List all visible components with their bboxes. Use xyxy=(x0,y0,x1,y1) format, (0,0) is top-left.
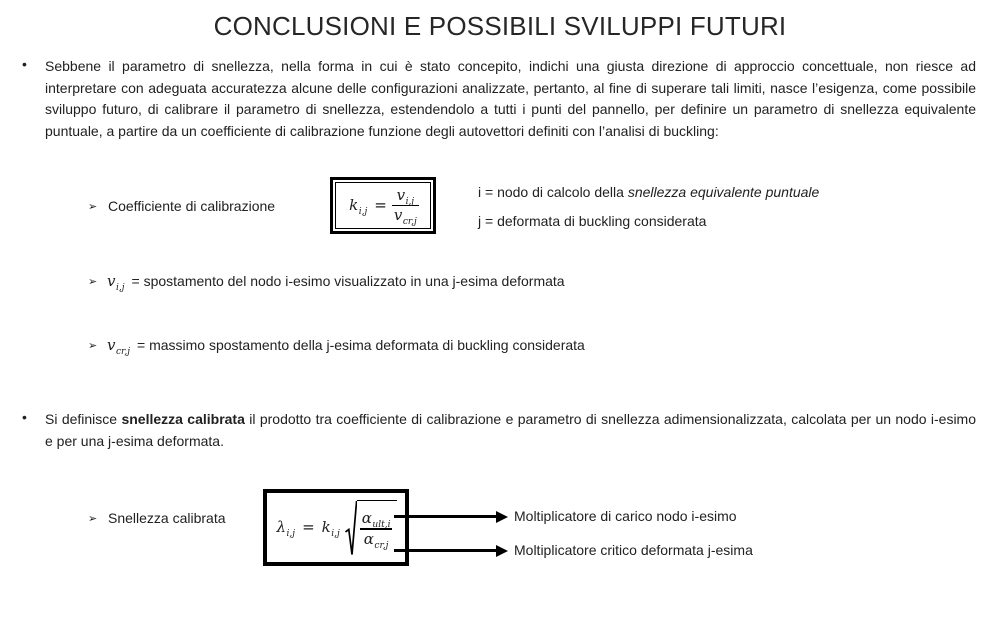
sub-ij: i,j xyxy=(405,196,415,207)
paragraph2-post: il prodotto tra coefficiente di calibrazione e parametro di snellezza adimensionalizzata, calcolata per un nodo i-esimo e per una j-esima deformata. xyxy=(45,411,977,449)
definition-vcr-text: = massimo spostamento della j-esima deformata di buckling considerata xyxy=(137,337,585,353)
formula-lhs xyxy=(347,196,369,217)
var-v: v xyxy=(107,336,116,354)
square-root xyxy=(345,500,398,556)
arrow-head-icon xyxy=(496,511,508,523)
formula-coefficient xyxy=(320,518,342,539)
fraction xyxy=(392,185,419,228)
calibrated-label: Snellezza calibrata xyxy=(108,510,226,526)
fraction-denominator xyxy=(362,529,391,551)
paragraph2-pre: Si definisce xyxy=(45,411,122,427)
var-k: k xyxy=(349,196,359,214)
arrow1-label: Moltiplicatore di carico nodo i-esimo xyxy=(514,508,737,524)
sub-ij: i,j xyxy=(115,283,125,293)
definition-paragraph xyxy=(45,409,976,452)
sub-ij: i,j xyxy=(331,529,340,539)
note-i-italic: snellezza equivalente puntuale xyxy=(627,184,820,200)
var-k: k xyxy=(321,518,331,536)
var-v: v xyxy=(393,206,403,225)
var-lambda: λ xyxy=(276,518,287,536)
arrow-line-2 xyxy=(394,549,497,552)
note-j: j = deformata di buckling considerata xyxy=(478,213,707,229)
arrow-bullet-icon: ➢ xyxy=(88,513,98,525)
equals-sign: = xyxy=(374,196,387,214)
sub-ij: i,j xyxy=(286,529,296,539)
var-alpha: α xyxy=(361,509,372,528)
arrow-bullet-icon: ➢ xyxy=(88,201,98,213)
calibration-formula xyxy=(335,182,431,229)
definition-v xyxy=(107,272,565,293)
note-i xyxy=(478,184,819,200)
calibrated-formula-box xyxy=(263,489,409,566)
var-v: v xyxy=(396,185,406,204)
formula-lhs xyxy=(275,518,298,539)
arrow-bullet-icon: ➢ xyxy=(88,276,98,288)
sub-ulti: ult,i xyxy=(372,520,391,531)
radical-icon xyxy=(345,500,357,556)
sub-ij: i,j xyxy=(358,207,368,217)
calibration-formula-box xyxy=(330,177,436,234)
fraction-numerator xyxy=(395,185,417,207)
definition-v-text: = spostamento del nodo i-esimo visualizzato in una j-esima deformata xyxy=(131,273,565,289)
equals-sign: = xyxy=(302,518,315,536)
sub-crj: cr,j xyxy=(115,347,130,357)
radicand xyxy=(357,500,398,556)
arrow2-label: Moltiplicatore critico deformata j-esima xyxy=(514,542,753,558)
intro-paragraph: Sebbene il parametro di snellezza, nella forma in cui è stato concepito, indichi una giusta direzione di approccio concettuale, non riesce ad interpretare con adeguata accuratezza alcune delle configurazioni analizzate, pertanto, al fine di superare tali limiti, nasce l’esigenza, come possibile sviluppo futuro, di calibrare il parametro di snellezza, estendendolo a tutti i punti del pannello, per definire un parametro di snellezza equivalente puntuale, a partire da un coefficiente di calibrazione funzione degli autovettori definiti con l’analisi di buckling: xyxy=(45,58,976,140)
slide-title: CONCLUSIONI E POSSIBILI SVILUPPI FUTURI xyxy=(213,11,787,41)
arrow-line-1 xyxy=(394,515,497,518)
calibration-label: Coefficiente di calibrazione xyxy=(108,198,276,214)
fraction-numerator xyxy=(360,509,393,531)
bullet-icon: • xyxy=(22,56,27,72)
paragraph2-bold: snellezza calibrata xyxy=(121,411,245,427)
fraction xyxy=(360,509,393,551)
definition-vcr xyxy=(107,336,585,357)
bullet-icon: • xyxy=(22,409,27,425)
var-alpha: α xyxy=(363,529,374,548)
arrow-bullet-icon: ➢ xyxy=(88,340,98,352)
sub-crj: cr,j xyxy=(402,217,417,228)
sub-crj: cr,j xyxy=(374,540,389,551)
var-v: v xyxy=(107,272,116,290)
arrow-head-icon xyxy=(496,545,508,557)
note-i-pre: i = nodo di calcolo della xyxy=(478,184,628,200)
fraction-denominator xyxy=(392,206,419,228)
